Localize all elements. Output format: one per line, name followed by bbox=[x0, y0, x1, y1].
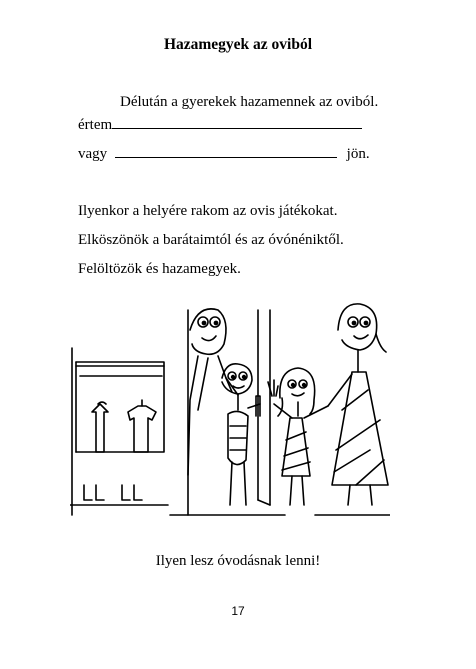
ertem-line bbox=[78, 116, 362, 134]
jon-label: jön. bbox=[346, 146, 370, 162]
vagy-line bbox=[78, 145, 370, 163]
sentence-1: Ilyenkor a helyére rakom az ovis játékokat. bbox=[78, 203, 338, 219]
page-title: Hazamegyek az oviból bbox=[163, 36, 313, 53]
girl-figure bbox=[268, 368, 328, 505]
ertem-label: értem bbox=[78, 117, 113, 133]
boy-figure bbox=[222, 364, 260, 505]
page-number: 17 bbox=[231, 604, 245, 618]
kindergarten-illustration bbox=[70, 300, 390, 522]
mother-figure bbox=[328, 304, 388, 505]
sentence-3: Felöltözök és hazamegyek. bbox=[78, 261, 241, 277]
vagy-blank[interactable] bbox=[115, 145, 337, 158]
caption: Ilyen lesz óvodásnak lenni! bbox=[155, 553, 321, 569]
intro-sentence: Délután a gyerekek hazamennek az oviból. bbox=[120, 94, 379, 110]
ertem-blank[interactable] bbox=[112, 116, 362, 129]
wardrobe-drawing bbox=[70, 348, 168, 515]
vagy-label: vagy bbox=[78, 146, 108, 162]
sentence-2: Elköszönök a barátaimtól és az óvónéniktől. bbox=[78, 232, 344, 248]
